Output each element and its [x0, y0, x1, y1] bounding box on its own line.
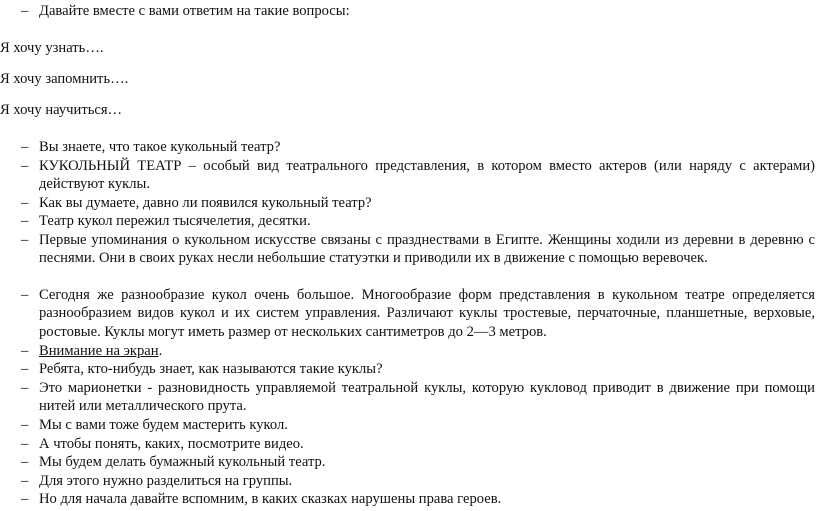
- item-text: [39, 342, 815, 360]
- dash-bullet: –: [21, 158, 29, 174]
- dash-bullet: –: [21, 287, 29, 303]
- item-text: Театр кукол пережил тысячелетия, десятки.: [39, 213, 311, 229]
- item-text: А чтобы понять, каких, посмотрите видео.: [39, 436, 304, 452]
- want-remember-line: Я хочу запомнить….: [0, 71, 129, 87]
- dash-bullet: –: [21, 213, 29, 229]
- item-text: КУКОЛЬНЫЙ ТЕАТР – особый вид театрального представления, в котором вместо актеров (или наряду с актерами) действуют куклы.: [39, 158, 815, 193]
- dash-bullet: –: [21, 232, 29, 248]
- intro-question-prompt: Давайте вместе с вами ответим на такие вопросы:: [39, 3, 350, 19]
- item-text: Мы будем делать бумажный кукольный театр.: [39, 454, 326, 470]
- dash-bullet: –: [21, 491, 29, 507]
- item-text: Первые упоминания о кукольном искусстве связаны с празднествами в Египте. Женщины ходили из деревни в деревню с песнями. Они в своих руках несли небольшие статуэтки и приводили их в движение с помощью веревочек.: [39, 232, 815, 267]
- want-know-line: Я хочу узнать….: [0, 40, 104, 56]
- dash-bullet: –: [21, 139, 29, 155]
- dash-bullet: –: [21, 454, 29, 470]
- item-text: Как вы думаете, давно ли появился кукольный театр?: [39, 195, 372, 211]
- item-text: Сегодня же разнообразие кукол очень большое. Многообразие форм представления в кукольном театре определяется разнообразием видов кукол и их систем управления. Различают куклы тростевые, перчаточные, планшетные, верховые, ростовые. Куклы могут иметь размер от нескольких сантиметров до 2—3 метров.: [39, 287, 815, 340]
- dash-bullet: –: [21, 380, 29, 396]
- dash-bullet: –: [21, 473, 29, 489]
- dash-bullet: –: [21, 436, 29, 452]
- item-tail: .: [158, 343, 163, 359]
- item-text: Ребята, кто-нибудь знает, как называются такие куклы?: [39, 361, 383, 377]
- screen-attention-link[interactable]: Внимание на экран: [39, 343, 159, 359]
- item-text: Мы с вами тоже будем мастерить кукол.: [39, 417, 288, 433]
- dash-bullet: –: [21, 3, 29, 19]
- want-learn-line: Я хочу научиться…: [0, 102, 123, 118]
- dash-bullet: –: [21, 361, 29, 377]
- dash-bullet: –: [21, 195, 29, 211]
- item-text: Но для начала давайте вспомним, в каких сказках нарушены права героев.: [39, 491, 502, 507]
- dash-bullet: –: [21, 417, 29, 433]
- item-text: Это марионетки - разновидность управляемой театральной куклы, которую кукловод приводит в движение при помощи нитей или металлического прута.: [39, 380, 815, 415]
- item-text: Для этого нужно разделиться на группы.: [39, 473, 293, 489]
- item-text: Вы знаете, что такое кукольный театр?: [39, 139, 281, 155]
- dash-bullet: –: [21, 343, 29, 359]
